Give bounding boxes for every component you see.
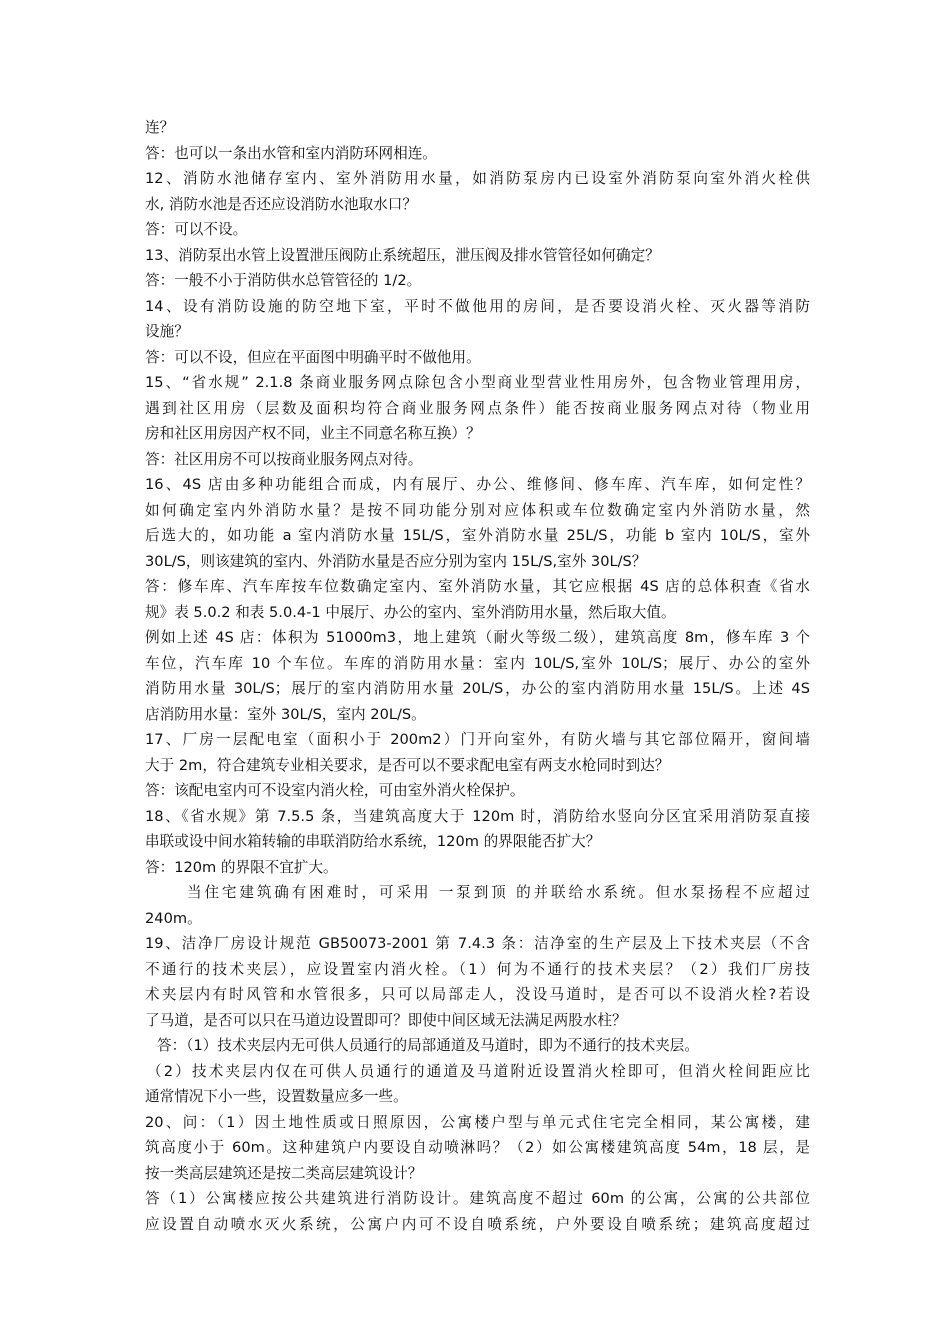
text-line: 筑高度小于 60m。这种建筑户内要设自动喷淋吗？（2）如公寓楼建筑高度 54m，18 层，是 — [145, 1139, 810, 1156]
text-line: 水, 消防水池是否还应设消防水池取水口？ — [145, 195, 417, 213]
text-line: 按一类高层建筑还是按二类高层建筑设计？ — [145, 1164, 423, 1182]
text-line: 了马道，是否可以只在马道边设置即可？即使中间区域无法满足两股水柱？ — [145, 1011, 627, 1029]
text-line: 答：可以不设，但应在平面图中明确平时不做他用。 — [145, 348, 481, 366]
text-line: 消防用水量 30L/S；展厅的室内消防用水量 20L/S，办公的室内消防用水量 15L/S。上述 4S — [145, 680, 810, 697]
text-line: 应设置自动喷水灭火系统，公寓户内可不设自喷系统，户外要设自喷系统；建筑高度超过 — [145, 1215, 810, 1233]
text-line: 答：修车库、汽车库按车位数确定室内、室外消防水量，其它应根据 4S 店的总体积查《省水 — [145, 578, 810, 595]
text-line: 20、问：（1）因土地性质或日照原因，公寓楼户型与单元式住宅完全相同，某公寓楼，建 — [145, 1113, 810, 1131]
text-line: 答：也可以一条出水管和室内消防环网相连。 — [145, 144, 437, 162]
text-line: 如何确定室内外消防水量？是按不同功能分别对应体积或车位数确定室内外消防水量，然 — [145, 501, 810, 519]
text-line: 后选大的，如功能 a 室内消防水量 15L/S，室外消防水量 25L/S，功能 b 室内 10L/S，室外 — [145, 527, 810, 544]
text-line: 18、《省水规》第 7.5.5 条，当建筑高度大于 120m 时，消防给水竖向分区宜采用消防泵直接 — [145, 807, 810, 825]
document-body — [145, 115, 810, 1237]
text-line: 16、4S 店由多种功能组合而成，内有展厅、办公、维修间、修车库、汽车库，如何定性？ — [145, 476, 810, 493]
text-line: 答：该配电室内可不设室内消火栓，可由室外消火栓保护。 — [145, 782, 525, 799]
text-line: 串联或设中间水箱转输的串联消防给水系统，120m 的界限能否扩大？ — [145, 833, 601, 850]
text-line: 术夹层内有时风管和水管很多，只可以局部走人，没设马道时，是否可以不设消火栓?若设 — [145, 986, 810, 1003]
text-line: 车位，汽车库 10 个车位。车库的消防用水量：室内 10L/S,室外 10L/S；展厅、办公的室外 — [145, 654, 810, 672]
text-line: 规》表 5.0.2 和表 5.0.4-1 中展厅、办公的室内、室外消防用水量，然后取大值。 — [145, 603, 676, 621]
text-line: 答：120m 的界限不宜扩大。 — [145, 858, 338, 876]
text-line: 答：社区用房不可以按商业服务网点对待。 — [145, 450, 423, 468]
text-line: 店消防用水量：室外 30L/S，室内 20L/S。 — [145, 705, 426, 723]
text-line: 设施？ — [145, 323, 189, 340]
text-line: 17、厂房一层配电室（面积小于 200m2）门开向室外，有防火墙与其它部位隔开，窗间墙 — [145, 731, 810, 748]
text-line: 30L/S，则该建筑的室内、外消防水量是否应分别为室内 15L/S,室外 30L/S？ — [145, 552, 647, 570]
text-line: 15、“省水规” 2.1.8 条商业服务网点除包含小型商业型营业性用房外，包含物业管理用房， — [145, 374, 810, 391]
text-line: 房和社区用房因产权不同，业主不同意名称互换）？ — [145, 425, 481, 442]
text-line: 通常情况下小一些，设置数量应多一些。 — [145, 1088, 408, 1105]
text-line: 240m。 — [145, 909, 202, 927]
text-line: 答（1）公寓楼应按公共建筑进行消防设计。建筑高度不超过 60m 的公寓，公寓的公共部位 — [145, 1190, 810, 1207]
text-line: 不通行的技术夹层），应设置室内消火栓。（1）何为不通行的技术夹层？（2）我们厂房技 — [145, 960, 810, 978]
text-line: 14、设有消防设施的防空地下室，平时不做他用的房间，是否要设消火栓、灭火器等消防 — [145, 297, 810, 315]
text-line: 遇到社区用房（层数及面积均符合商业服务网点条件）能否按商业服务网点对待（物业用 — [145, 399, 810, 417]
text-line: 12、消防水池储存室内、室外消防用水量，如消防泵房内已设室外消防泵向室外消火栓供 — [145, 170, 810, 187]
text-line: 答：可以不设。 — [145, 221, 248, 238]
text-line: 答：一般不小于消防供水总管管径的 1/2。 — [145, 272, 422, 289]
text-line: 例如上述 4S 店：体积为 51000m3，地上建筑（耐火等级二级），建筑高度 8m，修车库 3 个 — [145, 629, 810, 646]
text-line: 答：（1）技术夹层内无可供人员通行的局部通道及马道时，即为不通行的技术夹层。 — [157, 1037, 699, 1054]
text-line: 大于 2m，符合建筑专业相关要求，是否可以不要求配电室有两支水枪同时到达？ — [145, 756, 670, 774]
text-line: 13、消防泵出水管上设置泄压阀防止系统超压，泄压阀及排水管管径如何确定？ — [145, 246, 660, 264]
text-line: 连？ — [145, 119, 175, 136]
text-line: 19、洁净厂房设计规范 GB50073-2001 第 7.4.3 条：洁净室的生产层及上下技术夹层（不含 — [145, 935, 810, 952]
text-line: 当住宅建筑确有困难时，可采用 一泵到顶 的并联给水系统。但水泵扬程不应超过 — [187, 884, 810, 901]
text-line: （2）技术夹层内仅在可供人员通行的通道及马道附近设置消火栓即可，但消火栓间距应比 — [147, 1062, 810, 1080]
